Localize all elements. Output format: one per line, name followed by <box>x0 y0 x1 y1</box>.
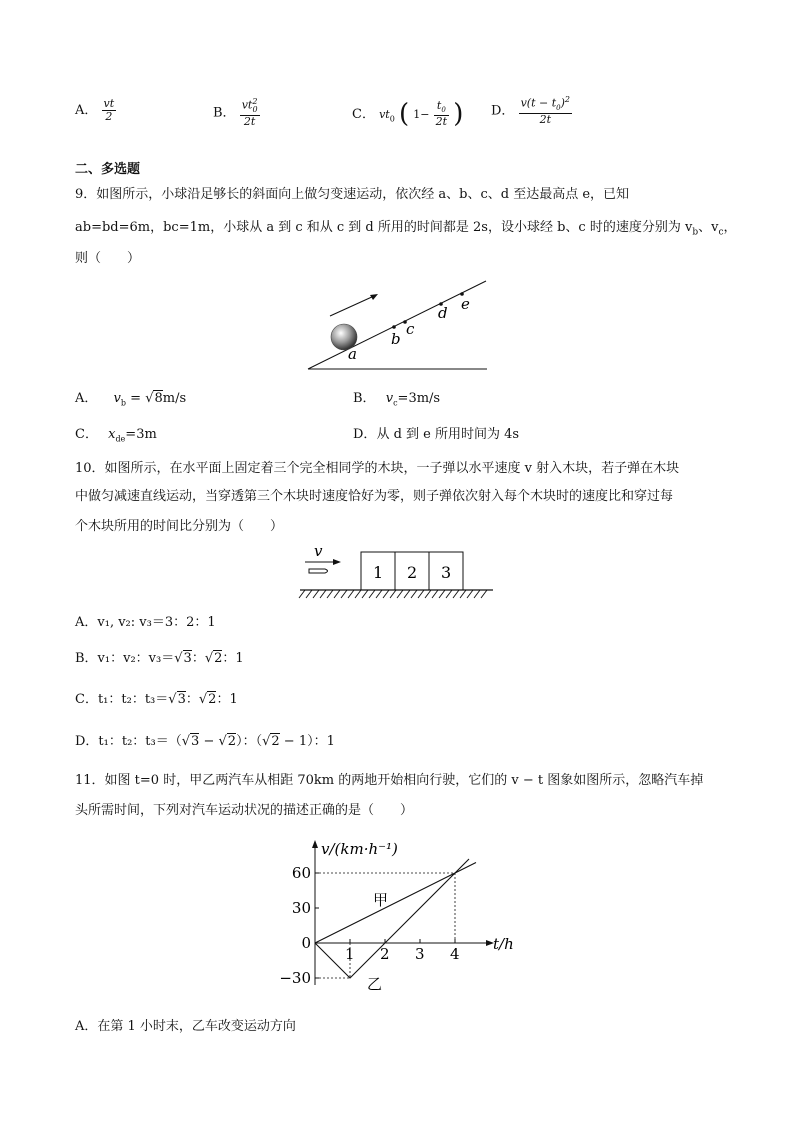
y-tick-label-1: 30 <box>291 899 311 917</box>
point-b <box>392 325 396 329</box>
q9-option-d: D．从 d 到 e 所用时间为 4s <box>353 427 520 442</box>
q10-option-d: D．t₁：t₂：t₃＝（√3 − √2）：（√2 − 1）：1 <box>75 734 335 749</box>
q9-stem-line2: ab=bd=6m，bc=1m，小球从 a 到 c 和从 c 到 d 所用的时间都是 2s，设小球经 b、c 时的速度分别为 $v_b$、$v_c$， <box>75 220 737 238</box>
q10-stem-line1: 10．如图所示，在水平面上固定着三个完全相同学的木块，一子弹以水平速度 v 射入木块，若子弹在木块 <box>75 461 680 476</box>
q10-option-c: C．t₁：t₂：t₃＝√3：√2：1 <box>75 692 238 707</box>
x-tick-label-2: 2 <box>380 945 390 963</box>
hatch-mark <box>481 590 487 598</box>
label-e: e <box>461 295 470 313</box>
q8-option-a: A． $\frac{vt}{2}$ <box>75 97 115 124</box>
label-b: b <box>391 330 401 348</box>
x-axis-label: t/h <box>493 935 514 953</box>
q9-stem-line3: 则（ ） <box>75 251 141 266</box>
y-tick-label-2: 0 <box>301 934 311 952</box>
hatch-mark <box>404 590 410 598</box>
q10-stem-line3: 个木块所用的时间比分别为（ ） <box>75 519 284 534</box>
hatch-mark <box>334 590 340 598</box>
hatch-mark <box>383 590 389 598</box>
q8-option-d: D． $\frac{v(t - t_0)^2}{2t}$ <box>491 95 570 126</box>
hatch-mark <box>348 590 354 598</box>
hatch-mark <box>453 590 459 598</box>
y-axis-arrow <box>312 840 318 848</box>
q8-option-c: C． $vt_0$ ( 1− $\frac{t_0}{2t}$ ) <box>352 99 464 129</box>
q8-d-fraction: $\frac{v(t - t_0)^2}{2t}$ <box>520 95 570 126</box>
hatch-mark <box>327 590 333 598</box>
hatch-mark <box>390 590 396 598</box>
q9-incline-figure <box>300 276 500 376</box>
y-tick-label-0: 60 <box>291 864 311 882</box>
block-2-label: 2 <box>407 563 418 582</box>
velocity-arrow-head <box>333 559 341 565</box>
motion-arrow-head <box>370 294 378 300</box>
q8-b-fraction: $\frac{vt^2_0}{2t}$ <box>241 97 258 128</box>
label-a: a <box>348 345 357 363</box>
label-d: d <box>438 304 448 322</box>
velocity-label: v <box>314 542 323 560</box>
q9-stem-line1: 9．如图所示，小球沿足够长的斜面向上做匀变速运动，依次经 a、b、c、d 至达最高点 e，已知 <box>75 187 630 202</box>
series-line-1 <box>315 859 469 978</box>
q9-option-c: C． $x_{de}=3m$ <box>75 427 157 444</box>
section-title: 二、多选题 <box>75 162 141 177</box>
hatch-mark <box>355 590 361 598</box>
hatch-mark <box>411 590 417 598</box>
hatch-mark <box>474 590 480 598</box>
q8-option-b: B． $\frac{vt^2_0}{2t}$ <box>213 97 258 128</box>
q10-blocks-figure <box>295 540 500 606</box>
hatch-mark <box>467 590 473 598</box>
q9-option-b: B． $v_c=3m/s$ <box>353 391 441 408</box>
hatch-mark <box>432 590 438 598</box>
motion-arrow <box>330 296 374 316</box>
hatch-mark <box>446 590 452 598</box>
hatch-mark <box>397 590 403 598</box>
hatch-mark <box>306 590 312 598</box>
bullet <box>309 569 328 573</box>
hatch-mark <box>320 590 326 598</box>
floor-hatching <box>299 590 487 598</box>
x-tick-label-3: 3 <box>415 945 425 963</box>
series-label-yi: 乙 <box>367 975 383 993</box>
q8-c-fraction: $\frac{t_0}{2t}$ <box>435 99 448 129</box>
hatch-mark <box>299 590 305 598</box>
hatch-mark <box>369 590 375 598</box>
hatch-mark <box>376 590 382 598</box>
hatch-mark <box>439 590 445 598</box>
q11-stem-line2: 头所需时间，下列对汽车运动状况的描述正确的是（ ） <box>75 803 414 818</box>
block-1-label: 1 <box>373 563 384 582</box>
x-tick-label-4: 4 <box>450 945 460 963</box>
incline-line <box>308 281 486 369</box>
x-tick-label-1: 1 <box>345 945 355 963</box>
series-label-jia: 甲 <box>373 891 389 909</box>
label-c: c <box>406 320 415 338</box>
hatch-mark <box>362 590 368 598</box>
y-tick-label-3: −30 <box>279 969 311 987</box>
hatch-mark <box>418 590 424 598</box>
q11-option-a: A．在第 1 小时末，乙车改变运动方向 <box>75 1019 296 1034</box>
vt-chart <box>275 835 525 995</box>
hatch-mark <box>460 590 466 598</box>
hatch-mark <box>341 590 347 598</box>
series-line-0 <box>315 863 476 944</box>
hatch-mark <box>425 590 431 598</box>
q11-stem-line1: 11．如图 t=0 时，甲乙两汽车从相距 70km 的两地开始相向行驶，它们的 v − t 图象如图所示，忽略汽车掉 <box>75 773 704 788</box>
q9-option-a: A． $v_b = √8m/s$ <box>75 391 187 408</box>
y-axis-label: v/(km·h⁻¹) <box>321 840 398 858</box>
q10-stem-line2: 中做匀减速直线运动，当穿透第三个木块时速度恰好为零，则子弹依次射入每个木块时的速度比和穿过每 <box>75 489 674 504</box>
hatch-mark <box>313 590 319 598</box>
q10-option-a: A．v₁, v₂: v₃＝3：2：1 <box>75 615 216 630</box>
q8-a-fraction: $\frac{vt}{2}$ <box>103 97 115 124</box>
block-3-label: 3 <box>441 563 452 582</box>
q10-option-b: B．v₁：v₂：v₃＝√3：√2：1 <box>75 651 244 666</box>
